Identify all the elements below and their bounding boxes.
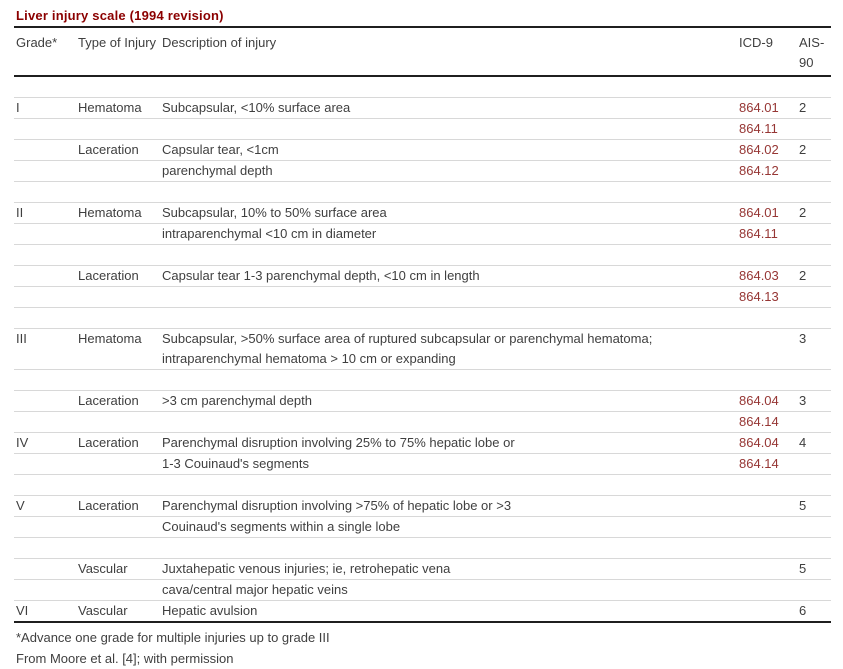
cell-grade [14, 454, 76, 475]
cell-grade [14, 161, 76, 182]
cell-type [76, 182, 160, 203]
table-row [14, 517, 831, 538]
cell-description: Subcapsular, <10% surface area [160, 98, 737, 119]
cell-grade [14, 119, 76, 140]
cell-grade [14, 140, 76, 161]
cell-type [76, 370, 160, 391]
cell-ais90 [797, 412, 831, 433]
cell-ais90 [797, 224, 831, 245]
cell-icd9 [737, 308, 797, 329]
cell-ais90 [797, 454, 831, 475]
table-row [14, 370, 831, 391]
cell-ais90 [797, 370, 831, 391]
cell-grade [14, 245, 76, 266]
cell-description [160, 308, 737, 329]
cell-description [160, 119, 737, 140]
cell-description [160, 76, 737, 98]
cell-icd9: 864.01 [737, 203, 797, 224]
table-header [14, 28, 831, 76]
cell-icd9 [737, 559, 797, 580]
cell-grade [14, 182, 76, 203]
cell-icd9 [737, 517, 797, 538]
cell-grade [14, 412, 76, 433]
cell-type: Laceration [76, 266, 160, 287]
cell-description [160, 287, 737, 308]
cell-description: Parenchymal disruption involving 25% to 75% hepatic lobe or [160, 433, 737, 454]
cell-description: Couinaud's segments within a single lobe [160, 517, 737, 538]
cell-type [76, 454, 160, 475]
cell-description: Juxtahepatic venous injuries; ie, retrohepatic vena [160, 559, 737, 580]
footnote-source-attribution: From Moore et al. [4]; with permission [16, 651, 234, 666]
cell-type [76, 161, 160, 182]
column-header-grade: Grade* [14, 28, 76, 76]
cell-ais90: 4 [797, 433, 831, 454]
cell-type [76, 287, 160, 308]
cell-ais90 [797, 517, 831, 538]
column-header-ais90: AIS-90 [797, 28, 831, 76]
cell-ais90: 6 [797, 601, 831, 623]
cell-description [160, 245, 737, 266]
cell-ais90: 3 [797, 329, 831, 370]
cell-icd9 [737, 370, 797, 391]
cell-type [76, 245, 160, 266]
cell-type [76, 308, 160, 329]
cell-type [76, 119, 160, 140]
table-row [14, 182, 831, 203]
table-row [14, 245, 831, 266]
cell-description: Subcapsular, >50% surface area of ruptured subcapsular or parenchymal hematoma; intraparenchymal hematoma > 10 cm or expanding [160, 329, 737, 370]
cell-grade [14, 559, 76, 580]
cell-icd9 [737, 538, 797, 559]
cell-description: parenchymal depth [160, 161, 737, 182]
cell-icd9: 864.11 [737, 119, 797, 140]
cell-grade: VI [14, 601, 76, 623]
cell-icd9 [737, 601, 797, 623]
table-row [14, 76, 831, 98]
table-row [14, 412, 831, 433]
cell-icd9: 864.02 [737, 140, 797, 161]
table-row [14, 98, 831, 119]
cell-icd9: 864.14 [737, 412, 797, 433]
table-row [14, 538, 831, 559]
cell-ais90 [797, 182, 831, 203]
column-header-description: Description of injury [160, 28, 737, 76]
cell-type: Laceration [76, 496, 160, 517]
table-row [14, 287, 831, 308]
cell-grade [14, 287, 76, 308]
table-row [14, 119, 831, 140]
table-row [14, 475, 831, 496]
cell-icd9: 864.01 [737, 98, 797, 119]
cell-description: cava/central major hepatic veins [160, 580, 737, 601]
cell-ais90 [797, 475, 831, 496]
cell-grade: V [14, 496, 76, 517]
cell-type: Vascular [76, 559, 160, 580]
cell-icd9 [737, 580, 797, 601]
table-row [14, 580, 831, 601]
liver-injury-scale-page [14, 0, 831, 669]
cell-grade [14, 308, 76, 329]
cell-icd9 [737, 182, 797, 203]
cell-description: Subcapsular, 10% to 50% surface area [160, 203, 737, 224]
footnotes [14, 623, 831, 669]
cell-type: Vascular [76, 601, 160, 623]
table-row [14, 266, 831, 287]
table-row [14, 433, 831, 454]
cell-ais90 [797, 308, 831, 329]
table-row [14, 329, 831, 370]
cell-type [76, 475, 160, 496]
cell-icd9: 864.04 [737, 433, 797, 454]
cell-icd9 [737, 496, 797, 517]
table-row [14, 454, 831, 475]
cell-icd9: 864.04 [737, 391, 797, 412]
cell-type [76, 580, 160, 601]
cell-ais90: 2 [797, 203, 831, 224]
cell-icd9: 864.03 [737, 266, 797, 287]
cell-grade [14, 224, 76, 245]
cell-ais90: 5 [797, 496, 831, 517]
table-row [14, 391, 831, 412]
cell-description: Hepatic avulsion [160, 601, 737, 623]
cell-ais90 [797, 538, 831, 559]
cell-type: Hematoma [76, 329, 160, 370]
cell-grade [14, 370, 76, 391]
cell-type: Laceration [76, 433, 160, 454]
table-row [14, 496, 831, 517]
cell-description [160, 412, 737, 433]
cell-description [160, 182, 737, 203]
cell-icd9 [737, 475, 797, 496]
cell-type [76, 412, 160, 433]
table-row [14, 559, 831, 580]
page-title: Liver injury scale (1994 revision) [14, 0, 831, 28]
table-body [14, 76, 831, 622]
cell-grade: III [14, 329, 76, 370]
cell-type: Hematoma [76, 203, 160, 224]
cell-grade: IV [14, 433, 76, 454]
cell-icd9: 864.13 [737, 287, 797, 308]
cell-type [76, 538, 160, 559]
cell-icd9: 864.14 [737, 454, 797, 475]
cell-description: >3 cm parenchymal depth [160, 391, 737, 412]
cell-description: Capsular tear 1-3 parenchymal depth, <10 cm in length [160, 266, 737, 287]
cell-ais90: 2 [797, 98, 831, 119]
cell-type [76, 76, 160, 98]
table-header-row [14, 28, 831, 76]
cell-description: Parenchymal disruption involving >75% of hepatic lobe or >3 [160, 496, 737, 517]
cell-type: Laceration [76, 391, 160, 412]
cell-grade [14, 517, 76, 538]
cell-grade [14, 475, 76, 496]
cell-ais90: 3 [797, 391, 831, 412]
table-row [14, 140, 831, 161]
cell-type: Hematoma [76, 98, 160, 119]
cell-description: intraparenchymal <10 cm in diameter [160, 224, 737, 245]
cell-icd9 [737, 245, 797, 266]
cell-icd9 [737, 329, 797, 370]
cell-ais90 [797, 76, 831, 98]
cell-icd9: 864.11 [737, 224, 797, 245]
cell-ais90: 2 [797, 266, 831, 287]
cell-description: Capsular tear, <1cm [160, 140, 737, 161]
cell-type [76, 224, 160, 245]
cell-type: Laceration [76, 140, 160, 161]
column-header-type-of-injury: Type of Injury [76, 28, 160, 76]
cell-type [76, 517, 160, 538]
cell-ais90 [797, 287, 831, 308]
cell-grade [14, 391, 76, 412]
cell-ais90 [797, 245, 831, 266]
cell-grade [14, 538, 76, 559]
liver-injury-table [14, 28, 831, 623]
table-row [14, 203, 831, 224]
cell-grade: II [14, 203, 76, 224]
cell-grade [14, 266, 76, 287]
table-row [14, 601, 831, 623]
cell-icd9: 864.12 [737, 161, 797, 182]
cell-description [160, 370, 737, 391]
cell-ais90 [797, 119, 831, 140]
cell-grade [14, 76, 76, 98]
cell-grade: I [14, 98, 76, 119]
cell-description [160, 475, 737, 496]
cell-description [160, 538, 737, 559]
cell-grade [14, 580, 76, 601]
cell-icd9 [737, 76, 797, 98]
cell-ais90: 5 [797, 559, 831, 580]
table-row [14, 161, 831, 182]
cell-ais90 [797, 161, 831, 182]
cell-description: 1-3 Couinaud's segments [160, 454, 737, 475]
cell-ais90 [797, 580, 831, 601]
cell-ais90: 2 [797, 140, 831, 161]
table-row [14, 308, 831, 329]
column-header-icd9: ICD-9 [737, 28, 797, 76]
footnote-grade-advance: *Advance one grade for multiple injuries up to grade III [16, 630, 330, 645]
table-row [14, 224, 831, 245]
